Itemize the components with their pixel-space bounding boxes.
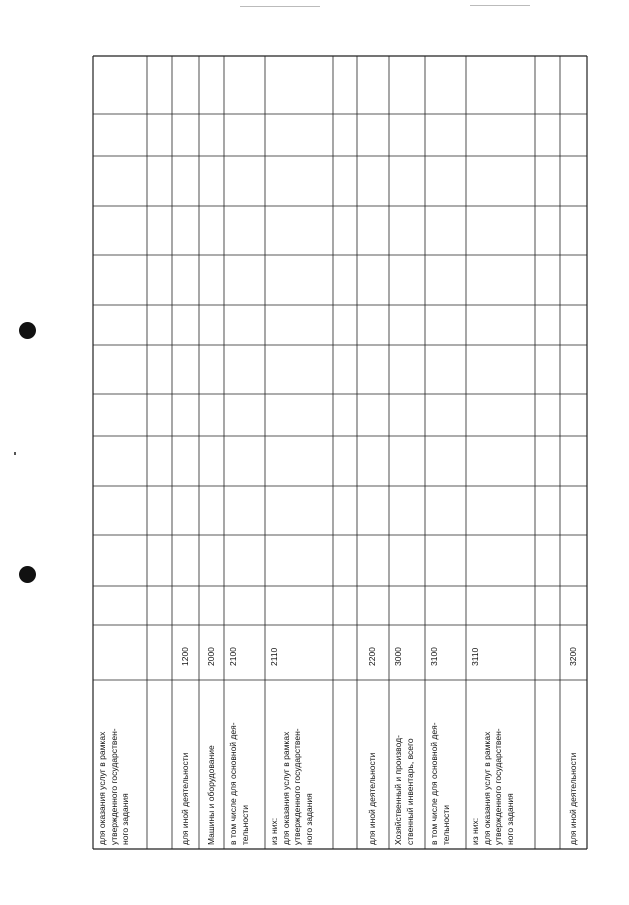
row-label-line: утвержденного государствен- [493, 728, 503, 845]
row-code: 3000 [393, 647, 403, 666]
row-label-line: для иной деятельности [367, 752, 378, 845]
row-code: 1200 [179, 647, 190, 666]
row-code: 3100 [429, 647, 439, 666]
row-label-line: из них: [470, 817, 480, 845]
row-label-line: для оказания услуг в рамках [97, 731, 107, 845]
row-label-line: для иной деятельности [179, 752, 190, 845]
row-label-line: утвержденного государствен- [292, 728, 302, 845]
row-label [429, 722, 452, 845]
row-label [393, 735, 416, 845]
row-code: 2000 [205, 647, 216, 666]
row-label [269, 728, 315, 845]
row-code: 2200 [367, 647, 378, 666]
row-label [180, 753, 192, 845]
row-code: 3110 [470, 647, 480, 666]
row-label [206, 745, 218, 845]
row-label-line: для оказания услуг в рамках [280, 731, 291, 845]
row-label-line: утвержденного государствен- [108, 728, 119, 845]
row-label-line: ного задания [303, 793, 314, 845]
row-label-line: для иной деятельности [567, 752, 578, 845]
row-label-line: Машины и оборудование [205, 745, 216, 845]
row-label-line: Хозяйственный и производ- [393, 735, 403, 845]
row-label [228, 722, 251, 845]
row-label [470, 728, 516, 845]
row-label-line: из них: [269, 817, 279, 845]
row-label [367, 753, 379, 845]
row-label-line: ного задания [120, 793, 130, 845]
row-label-line: тельности [239, 805, 250, 845]
row-label [97, 728, 132, 845]
row-code: 2100 [228, 647, 238, 666]
row-label-line: в том числе для основной дея- [429, 722, 439, 845]
row-label [568, 753, 580, 845]
row-code: 2110 [269, 647, 279, 666]
row-label-line: ственный инвентарь, всего [404, 738, 415, 845]
row-label-line: в том числе для основной дея- [228, 722, 238, 845]
row-label-line: для оказания услуг в рамках [481, 731, 492, 845]
row-code: 3200 [567, 647, 578, 666]
row-label-line: тельности [440, 805, 451, 845]
row-label-line: ного задания [504, 793, 515, 845]
